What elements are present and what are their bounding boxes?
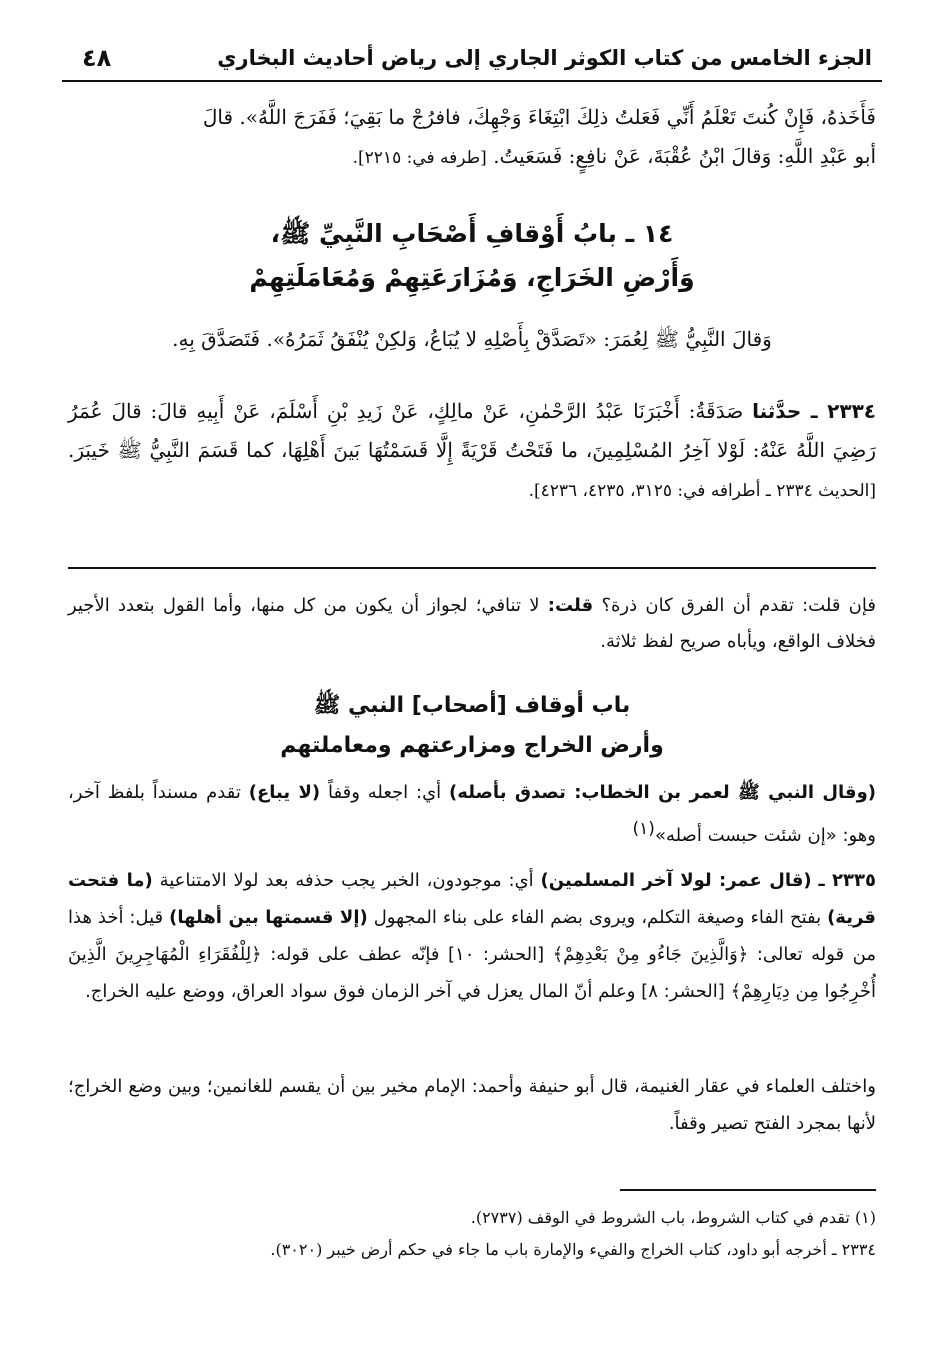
header-title: الجزء الخامس من كتاب الكوثر الجاري إلى رياض أحاديث البخاري [217, 46, 872, 70]
quote-text: وَقالَ النَّبِيُّ ﷺ لِعُمَرَ: «تَصَدَّقْ بِأَصْلِهِ لا يُبَاعُ، وَلكِنْ يُنْفَقُ ثَمَرُهُ». فَتَصَدَّقَ بِهِ. [172, 327, 772, 351]
commentary-paragraph-4 [68, 1068, 876, 1142]
footnotes [68, 1202, 876, 1266]
commentary-text-segment: تقدم مسنداً بلفظ آخر، وهو: «إن شئت حبست أصله» [68, 782, 876, 846]
commentary-heading-line: وأرض الخراج ومزارعتهم ومعاملتهم [280, 733, 664, 758]
running-header [62, 40, 882, 82]
commentary-text [68, 862, 876, 1010]
commentary-paragraph-3 [68, 862, 876, 1010]
chapter-title [68, 212, 876, 300]
footnote-divider [620, 1189, 876, 1191]
hadith-number: ٢٣٣٤ ـ حدَّثنا [752, 399, 876, 423]
hadith-number: ٢٣٣٥ ـ [818, 870, 876, 891]
section-divider [68, 567, 876, 569]
commentary-text [68, 774, 876, 854]
hadith-line: فَأَخَذهُ، فَإِنْ كُنتَ تَعْلَمُ أَنِّي فَعَلتُ ذلِكَ ابْتِغَاءَ وَجْهِكَ، فافرُجْ ما بَقِيَ؛ فَفَرَجَ اللَّهُ». قالَ [202, 105, 876, 129]
commentary-bold-segment: (لا يباع) [248, 782, 321, 803]
footnote-item: (١) تقدم في كتاب الشروط، باب الشروط في الوقف (٢٧٣٧). [470, 1208, 876, 1227]
hadith-line-text: أبو عَبْدِ اللَّهِ: وَقالَ ابْنُ عُقْبَةَ، عَنْ نافِعٍ: فَسَعَيتُ. [493, 144, 876, 168]
commentary-heading-line: باب أوقاف [أصحاب] النبي ﷺ [313, 693, 631, 718]
commentary-text-segment: أي: موجودون، الخبر يجب حذفه بعد لولا الامتناعية [159, 870, 534, 891]
hadith-body: صَدَقَةُ: أَخْبَرَنَا عَبْدُ الرَّحْمٰنِ، عَنْ مالِكٍ، عَنْ زَيدِ بْنِ أَسْلَمَ، عَنْ أَبِيهِ قالَ: قالَ عُمَرُ رَضِيَ اللَّهُ عَنْهُ: لَوْلا آخِرُ المُسْلِمِينَ، ما فَتَحْتُ قَرْيَةً إِلَّا قَسَمْتُهَا بَينَ أَهْلِهَا، كما قَسَمَ النَّبِيُّ ﷺ خَيبَرَ. [68, 399, 876, 462]
commentary-text-segment: قيل: أخذ هذا من قوله تعالى: ﴿وَالَّذِينَ جَاءُو مِنْ بَعْدِهِمْ﴾ [الحشر: ١٠] فإنّه عطف على قوله: ﴿لِلْفُقَرَاءِ الْمُهَاجِرِينَ الَّذِينَ أُخْرِجُوا مِن دِيَارِهِمْ﴾ [الحشر: ٨] وعلم أنّ المال يعزل في آخر الزمان فوق سواد العراق، ووضع عليه الخراج. [68, 907, 876, 1002]
hadith-line [68, 137, 876, 178]
commentary-bold-segment: قلت: [547, 595, 594, 616]
cross-reference: [طرفه في: ٢٢١٥]. [352, 148, 487, 168]
chapter-title-line: ١٤ ـ بابُ أَوْقافِ أَصْحَابِ النَّبِيِّ ﷺ، [270, 219, 674, 248]
commentary-text: واختلف العلماء في عقار الغنيمة، قال أبو حنيفة وأحمد: الإمام مخير بين أن يقسم للغانمين؛ وبين وضع الخراج؛ لأنها بمجرد الفتح تصير وقفاً. [68, 1076, 876, 1134]
commentary-paragraph-2 [68, 774, 876, 854]
commentary-bold-segment: (قال عمر: لولا آخر المسلمين) [540, 870, 812, 891]
commentary-text-segment: لا تنافي؛ لجواز أن يكون من كل منها، وأما القول بتعدد الأجير فخلاف الواقع، ويأباه صريح لفظ ثلاثة. [68, 595, 876, 652]
commentary-text [68, 588, 876, 660]
commentary-bold-segment: (إلا قسمتها بين أهلها) [169, 907, 368, 928]
commentary-text-segment: أي: اجعله وقفاً [328, 782, 442, 803]
commentary-paragraph-1 [68, 588, 876, 660]
commentary-heading [68, 686, 876, 766]
hadith-2334 [68, 392, 876, 511]
commentary-text-segment: بفتح الفاء وصيغة التكلم، ويروى بضم الفاء على بناء المجهول [373, 907, 822, 928]
commentary-text-segment: فإن قلت: تقدم أن الفرق كان ذرة؟ [601, 595, 876, 616]
prophet-quote [68, 320, 876, 359]
page-number: ٤٨ [82, 44, 112, 72]
footnote-item: ٢٣٣٤ ـ أخرجه أبو داود، كتاب الخراج والفيء والإمارة باب ما جاء في حكم أرض خيبر (٣٠٢٠). [270, 1240, 876, 1259]
cross-reference: [الحديث ٢٣٣٤ ـ أطرافه في: ٣١٢٥، ٤٢٣٥، ٤٢٣٦]. [528, 481, 876, 501]
hadith-continuation [68, 98, 876, 178]
hadith-paragraph [68, 392, 876, 511]
footnote-marker: (١) [632, 819, 655, 839]
commentary-bold-segment: (ما فتحت قرية) [68, 870, 876, 928]
commentary-bold-segment: (وقال النبي ﷺ لعمر بن الخطاب: تصدق بأصله) [449, 782, 876, 803]
chapter-title-line: وَأَرْضِ الخَرَاجِ، وَمُزَارَعَتِهِمْ وَمُعَامَلَتِهِمْ [249, 263, 695, 292]
